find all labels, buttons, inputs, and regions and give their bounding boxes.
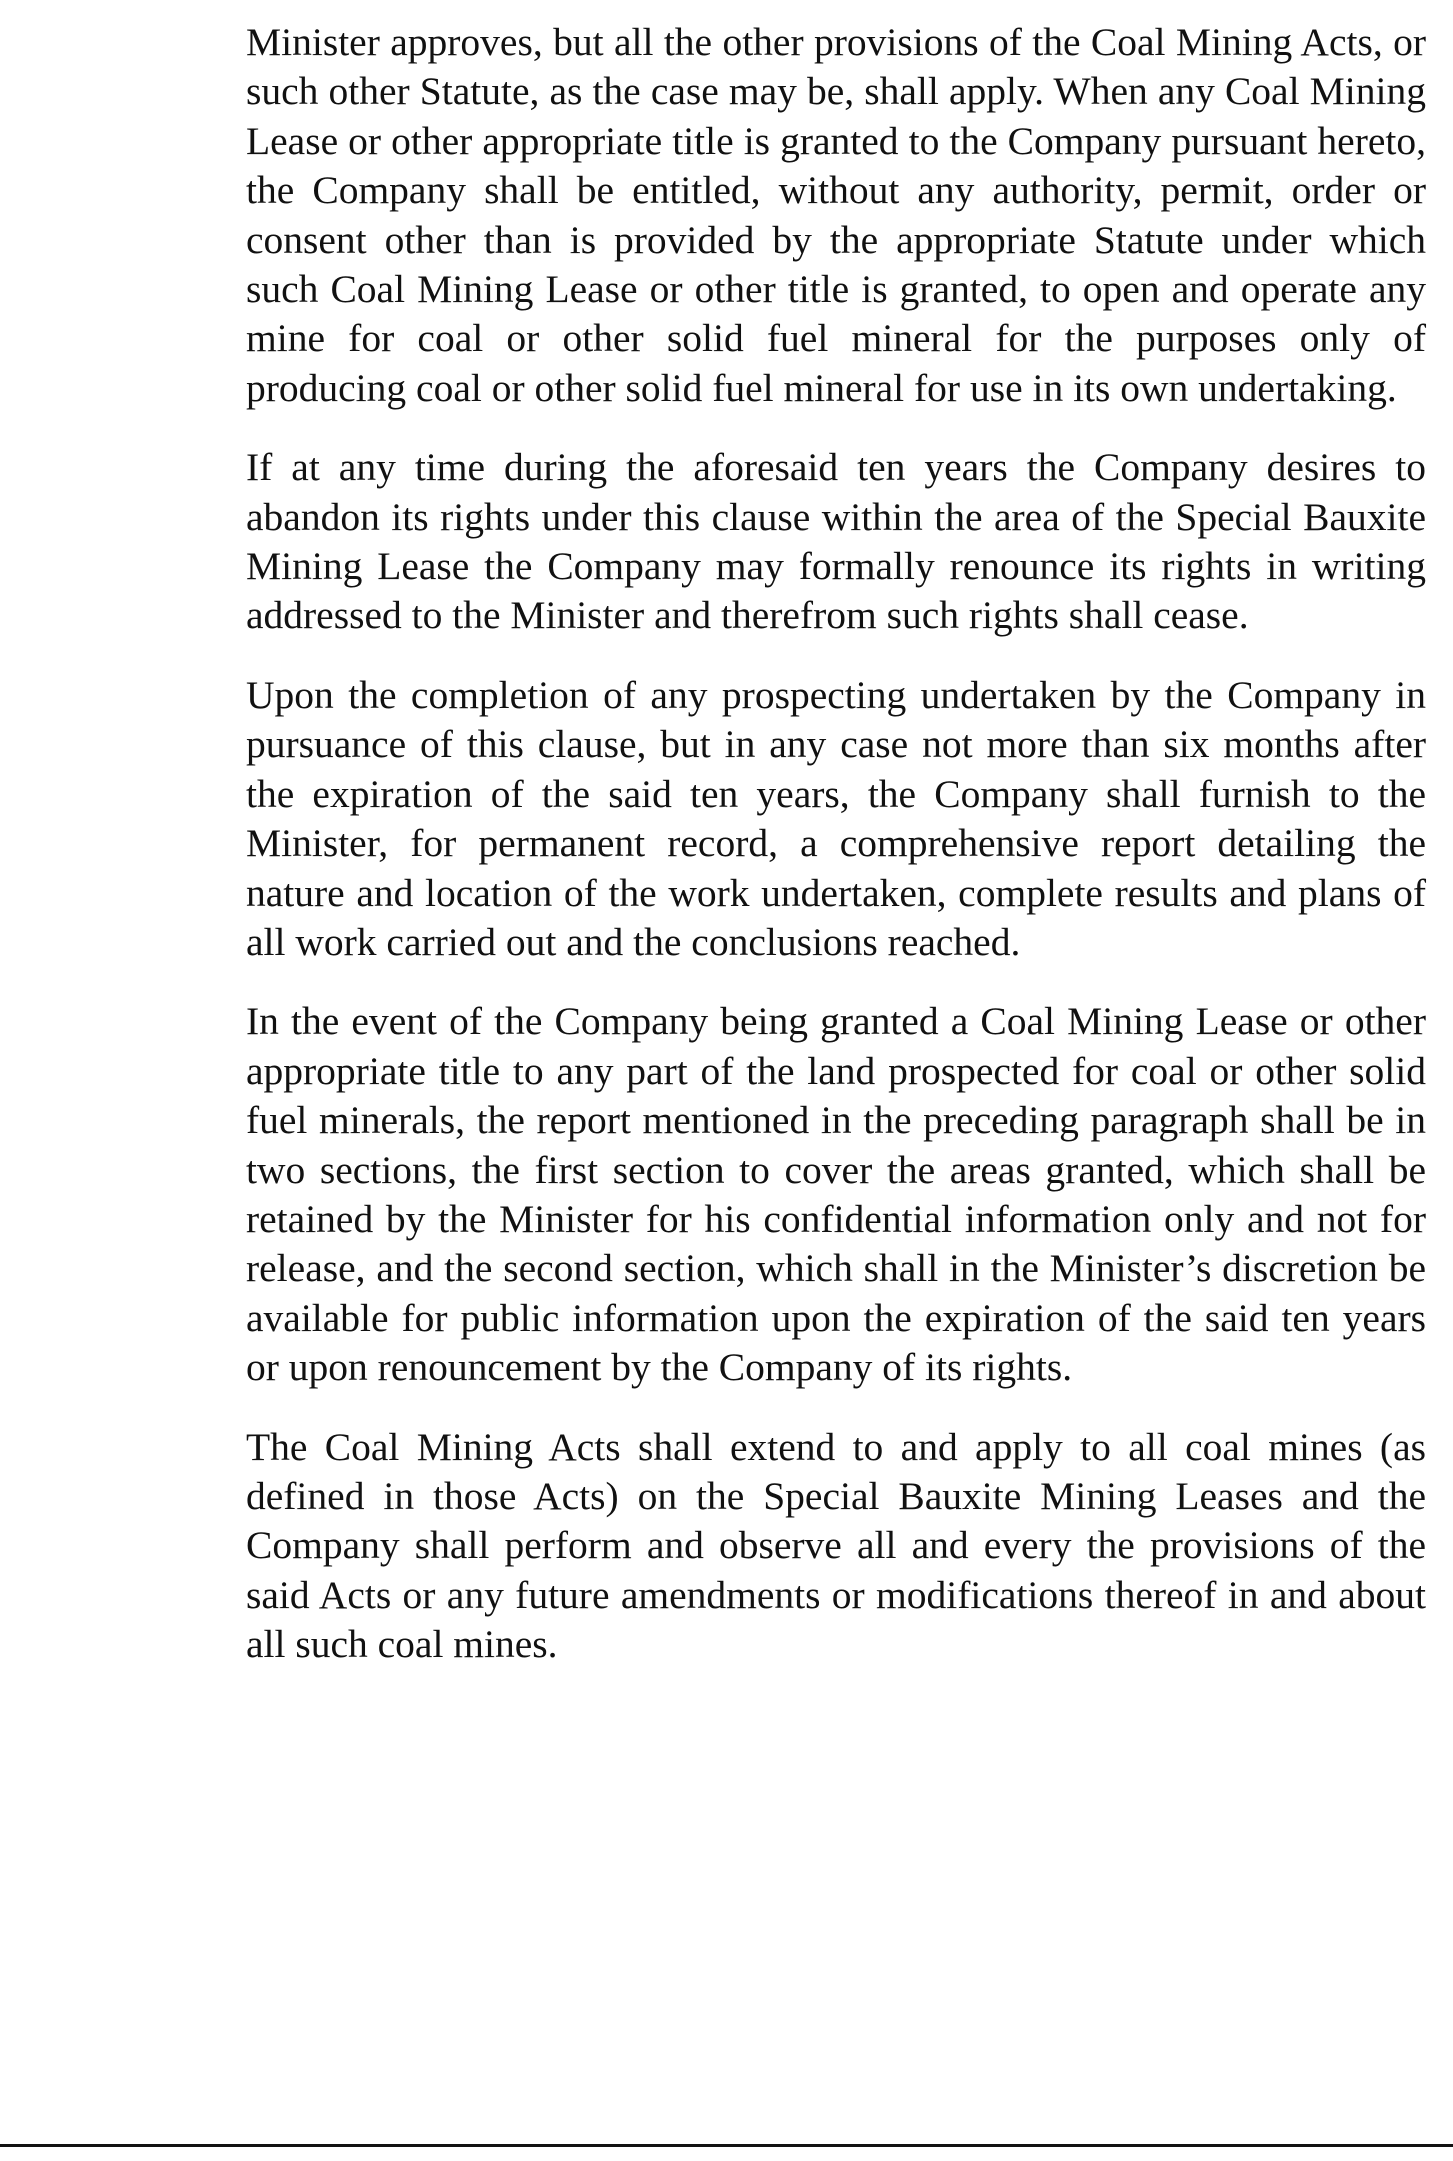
paragraph-2: If at any time during the aforesaid ten years the Company desires to abandon its rights under this clause within the area of the Special Bauxite Mining Lease the Company may formally renounce its rights in writing addressed to the Minister and therefrom such rights shall cease. (246, 445, 1426, 638)
paragraph-4: In the event of the Company being granted a Coal Mining Lease or other appropriate title to any part of the land prospected for coal or other solid fuel minerals, the report mentioned in the preceding paragraph shall be in two sections, the first section to cover the areas granted, which shall be retained by the Minister for his confidential information only and not for release, and the second section, which shall in the Minister’s discretion be available for public information upon the expiration of the said ten years or upon renouncement by the Company of its rights. (246, 999, 1426, 1390)
document-body (246, 18, 1426, 1700)
footer-divider (0, 2144, 1453, 2147)
paragraph-1: Minister approves, but all the other provisions of the Coal Mining Acts, or such other Statute, as the case may be, shall apply. When any Coal Mining Lease or other appropriate title is granted to the Company pursuant hereto, the Company shall be entitled, without any authority, permit, order or consent other than is provided by the appropriate Statute under which such Coal Mining Lease or other title is granted, to open and operate any mine for coal or other solid fuel mineral for the purposes only of producing coal or other solid fuel mineral for use in its own undertaking. (246, 20, 1426, 410)
paragraph-5: The Coal Mining Acts shall extend to and apply to all coal mines (as defined in those Acts) on the Special Bauxite Mining Leases and the Company shall perform and observe all and every the provisions of the said Acts or any future amendments or modifications thereof in and about all such coal mines. (246, 1424, 1426, 1667)
paragraph-3: Upon the completion of any prospecting undertaken by the Company in pursuance of this clause, but in any case not more than six months after the expiration of the said ten years, the Company shall furnish to the Minister, for permanent record, a comprehensive report detailing the nature and location of the work undertaken, complete results and plans of all work carried out and the conclusions reached. (246, 672, 1426, 964)
